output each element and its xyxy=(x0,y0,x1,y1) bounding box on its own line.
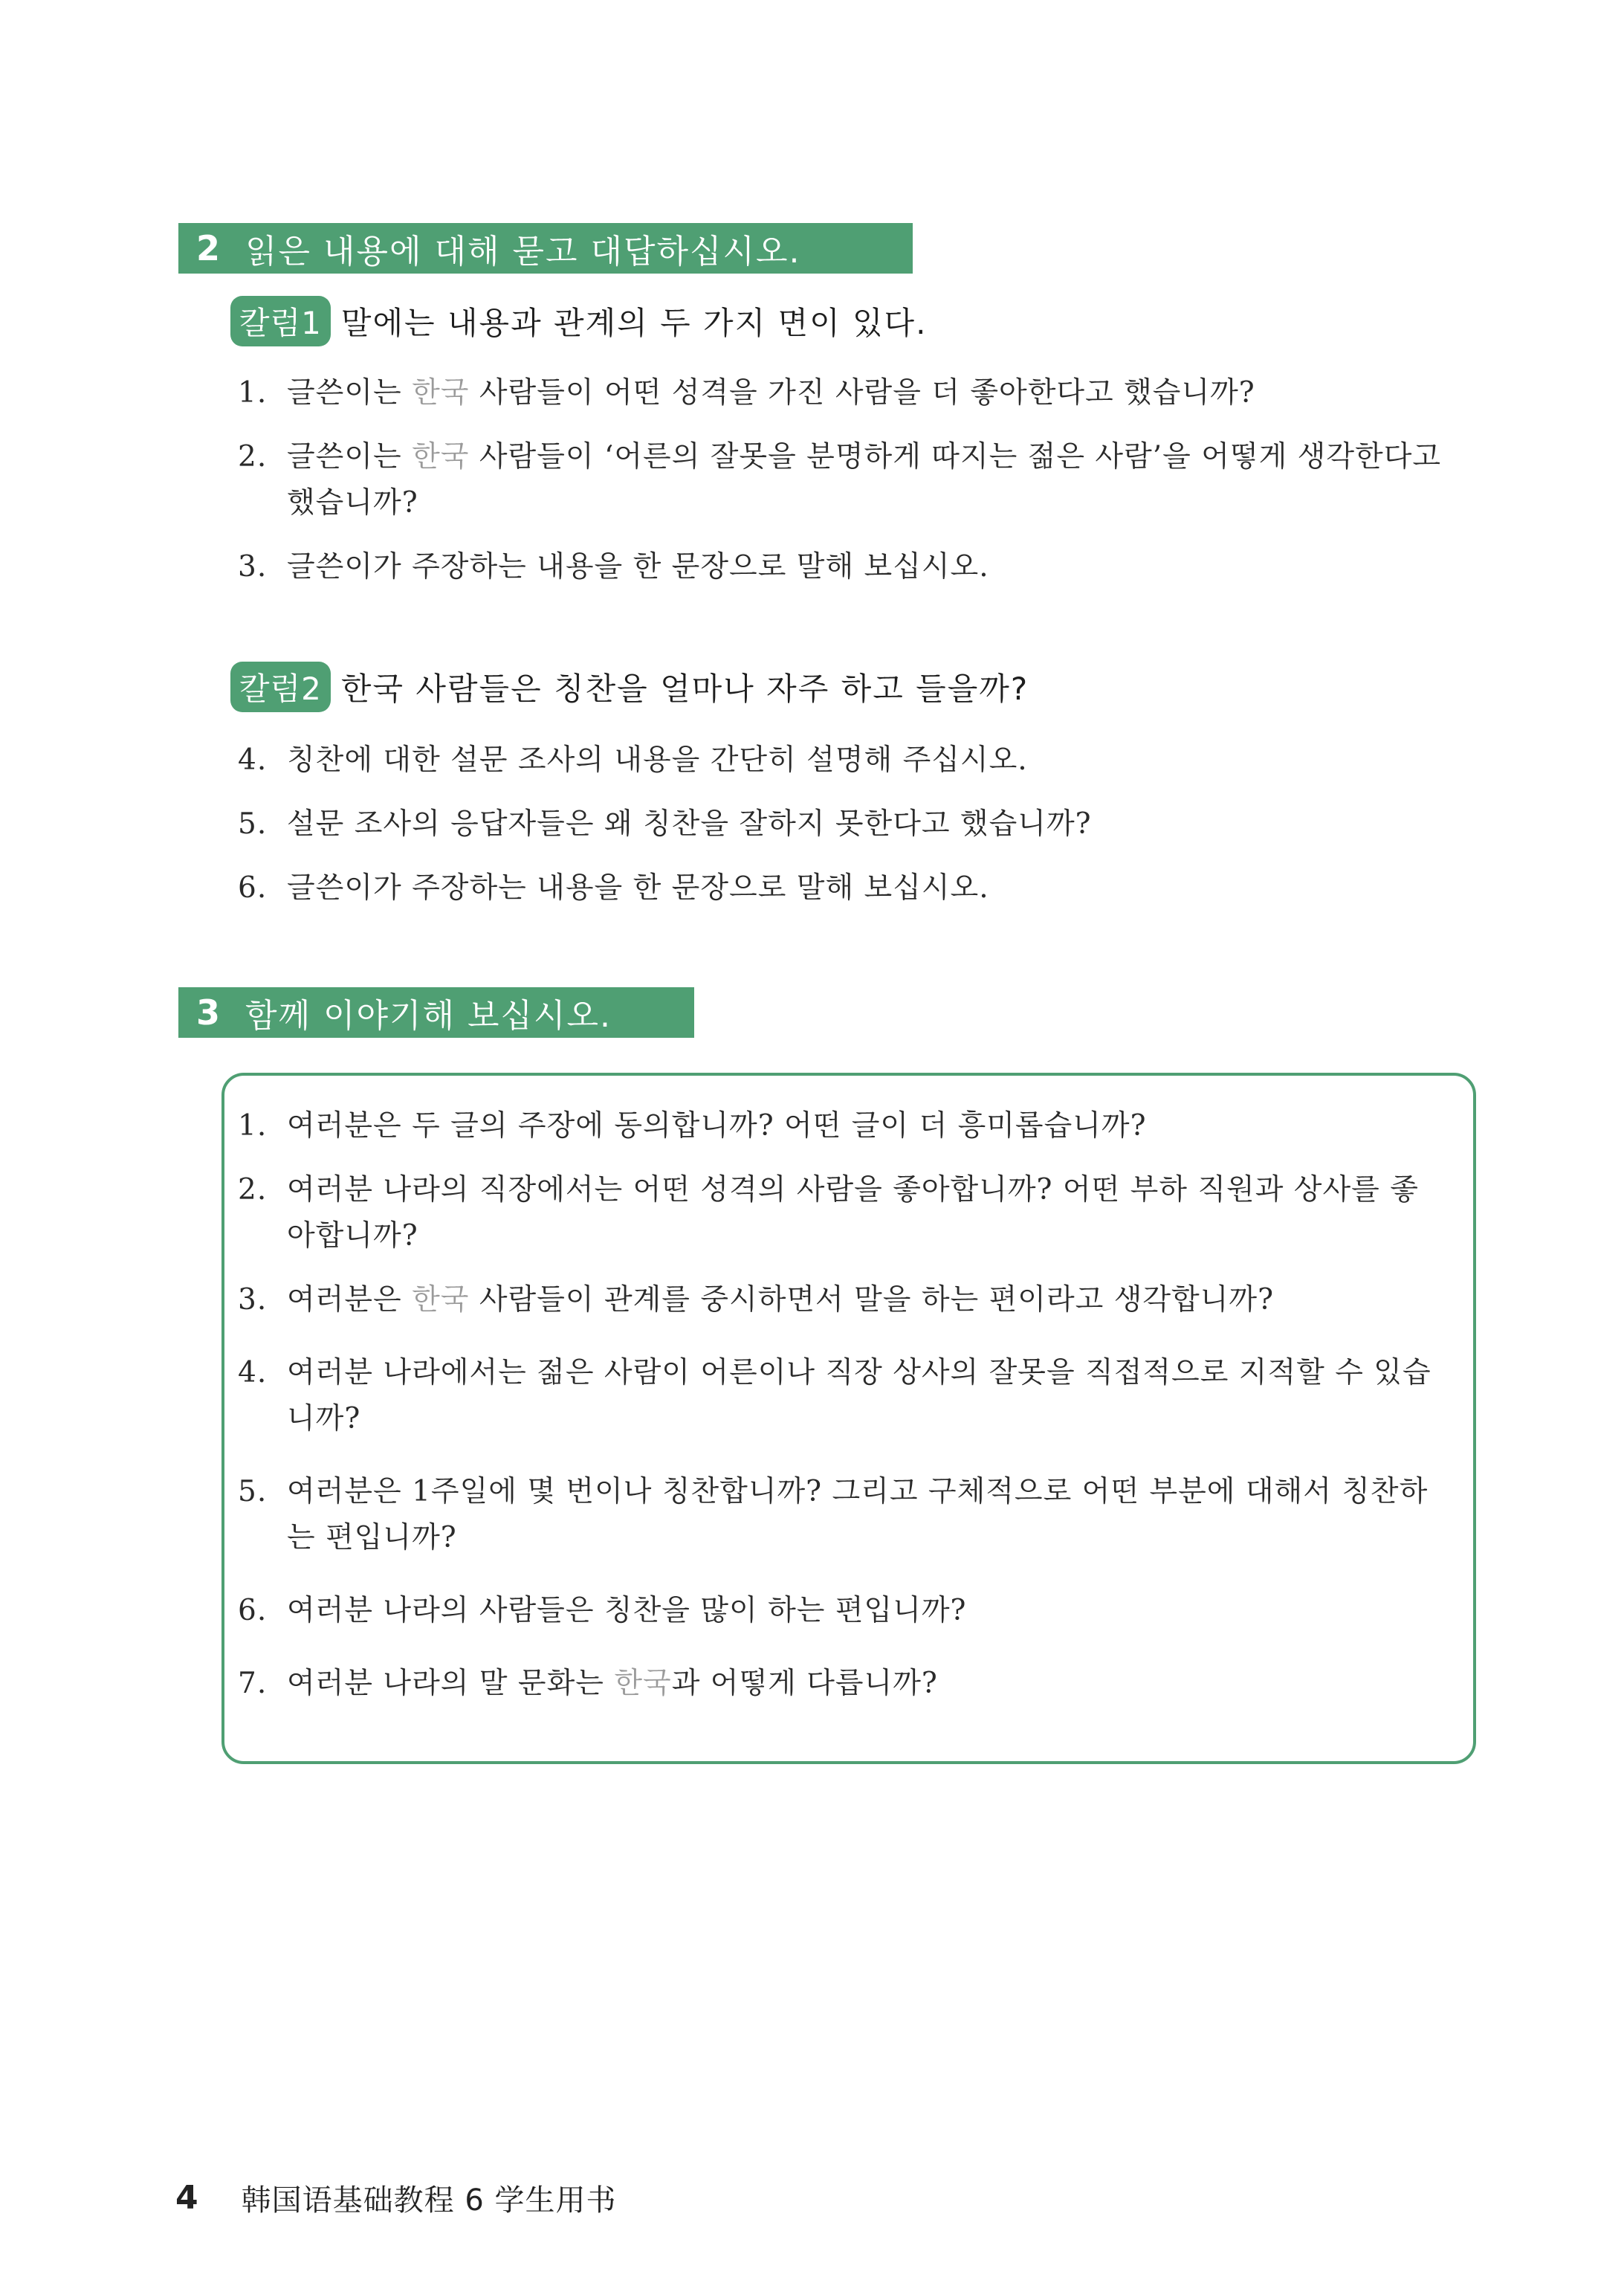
item-text: 여러분 나라의 사람들은 칭찬을 많이 하는 편입니까? xyxy=(287,1594,967,1627)
list-item xyxy=(238,1277,1442,1323)
item-highlight: 한국 xyxy=(412,1283,470,1317)
list-item xyxy=(238,370,1472,416)
item-text: 글쓴이는 xyxy=(287,376,413,410)
item-number: 1. xyxy=(238,376,268,410)
list-item xyxy=(238,1588,1442,1634)
list-item xyxy=(238,801,1472,847)
column-tag: 칼럼2 xyxy=(230,662,331,712)
item-text: 설문 조사의 응답자들은 왜 칭찬을 잘하지 못한다고 했습니까? xyxy=(287,807,1092,841)
list-item xyxy=(238,434,1472,526)
column-1-questions xyxy=(238,370,1472,608)
item-text: 여러분은 두 글의 주장에 동의합니까? 어떤 글이 더 흥미롭습니까? xyxy=(287,1109,1147,1143)
section-number: 3 xyxy=(196,992,221,1033)
column-title: 말에는 내용과 관계의 두 가지 면이 있다. xyxy=(340,305,928,341)
section-number: 2 xyxy=(196,228,221,268)
item-number: 5. xyxy=(238,1475,268,1508)
section-title: 함께 이야기해 보십시오. xyxy=(245,997,612,1035)
discussion-questions xyxy=(238,1103,1442,1725)
item-number: 3. xyxy=(238,550,268,584)
list-item xyxy=(238,865,1472,911)
item-text: 사람들이 ‘어른의 잘못을 분명하게 따지는 젊은 사람’을 어떻게 생각한다고 했습니까? xyxy=(287,440,1442,520)
item-number: 6. xyxy=(238,871,268,905)
item-text: 글쓴이가 주장하는 내용을 한 문장으로 말해 보십시오. xyxy=(287,550,989,584)
section-title: 읽은 내용에 대해 묻고 대답하십시오. xyxy=(245,233,801,271)
item-number: 6. xyxy=(238,1594,268,1627)
item-number: 2. xyxy=(238,440,268,474)
list-item xyxy=(238,1661,1442,1707)
list-item xyxy=(238,1167,1442,1259)
column-2-heading xyxy=(230,662,1029,712)
list-item xyxy=(238,1469,1442,1561)
page-footer xyxy=(175,2177,617,2219)
section-2-header xyxy=(178,223,913,274)
list-item xyxy=(238,1103,1442,1149)
list-item xyxy=(238,544,1472,590)
item-number: 1. xyxy=(238,1109,268,1143)
item-text: 칭찬에 대한 설문 조사의 내용을 간단히 설명해 주십시오. xyxy=(287,743,1028,777)
section-3-header xyxy=(178,987,694,1038)
item-text: 사람들이 관계를 중시하면서 말을 하는 편이라고 생각합니까? xyxy=(469,1283,1274,1317)
item-text: 여러분은 1주일에 몇 번이나 칭찬합니까? 그리고 구체적으로 어떤 부분에 대해서 칭찬하는 편입니까? xyxy=(287,1475,1429,1554)
item-highlight: 한국 xyxy=(412,376,470,410)
item-number: 4. xyxy=(238,1356,268,1389)
item-highlight: 한국 xyxy=(412,440,470,474)
item-number: 2. xyxy=(238,1173,268,1207)
item-highlight: 한국 xyxy=(614,1667,672,1700)
item-text: 여러분 나라의 말 문화는 xyxy=(287,1667,615,1700)
item-text: 글쓴이가 주장하는 내용을 한 문장으로 말해 보십시오. xyxy=(287,871,989,905)
item-text: 여러분은 xyxy=(287,1283,413,1317)
item-text: 여러분 나라에서는 젊은 사람이 어른이나 직장 상사의 잘못을 직접적으로 지적할 수 있습니까? xyxy=(287,1356,1431,1436)
column-1-heading xyxy=(230,296,927,346)
column-tag: 칼럼1 xyxy=(230,296,331,346)
item-number: 5. xyxy=(238,807,268,841)
column-title: 한국 사람들은 칭찬을 얼마나 자주 하고 들을까? xyxy=(340,671,1029,707)
item-number: 4. xyxy=(238,743,268,777)
item-text: 과 어떻게 다릅니까? xyxy=(671,1667,938,1700)
item-text: 여러분 나라의 직장에서는 어떤 성격의 사람을 좋아합니까? 어떤 부하 직원과 상사를 좋아합니까? xyxy=(287,1173,1419,1253)
item-text: 사람들이 어떤 성격을 가진 사람을 더 좋아한다고 했습니까? xyxy=(469,376,1255,410)
book-title: 韩国语基础教程 6 学生用书 xyxy=(241,2183,617,2218)
list-item xyxy=(238,1350,1442,1442)
item-number: 7. xyxy=(238,1667,268,1700)
page-number: 4 xyxy=(175,2179,198,2217)
column-2-questions xyxy=(238,737,1472,929)
item-text: 글쓴이는 xyxy=(287,440,413,474)
list-item xyxy=(238,737,1472,784)
item-number: 3. xyxy=(238,1283,268,1317)
